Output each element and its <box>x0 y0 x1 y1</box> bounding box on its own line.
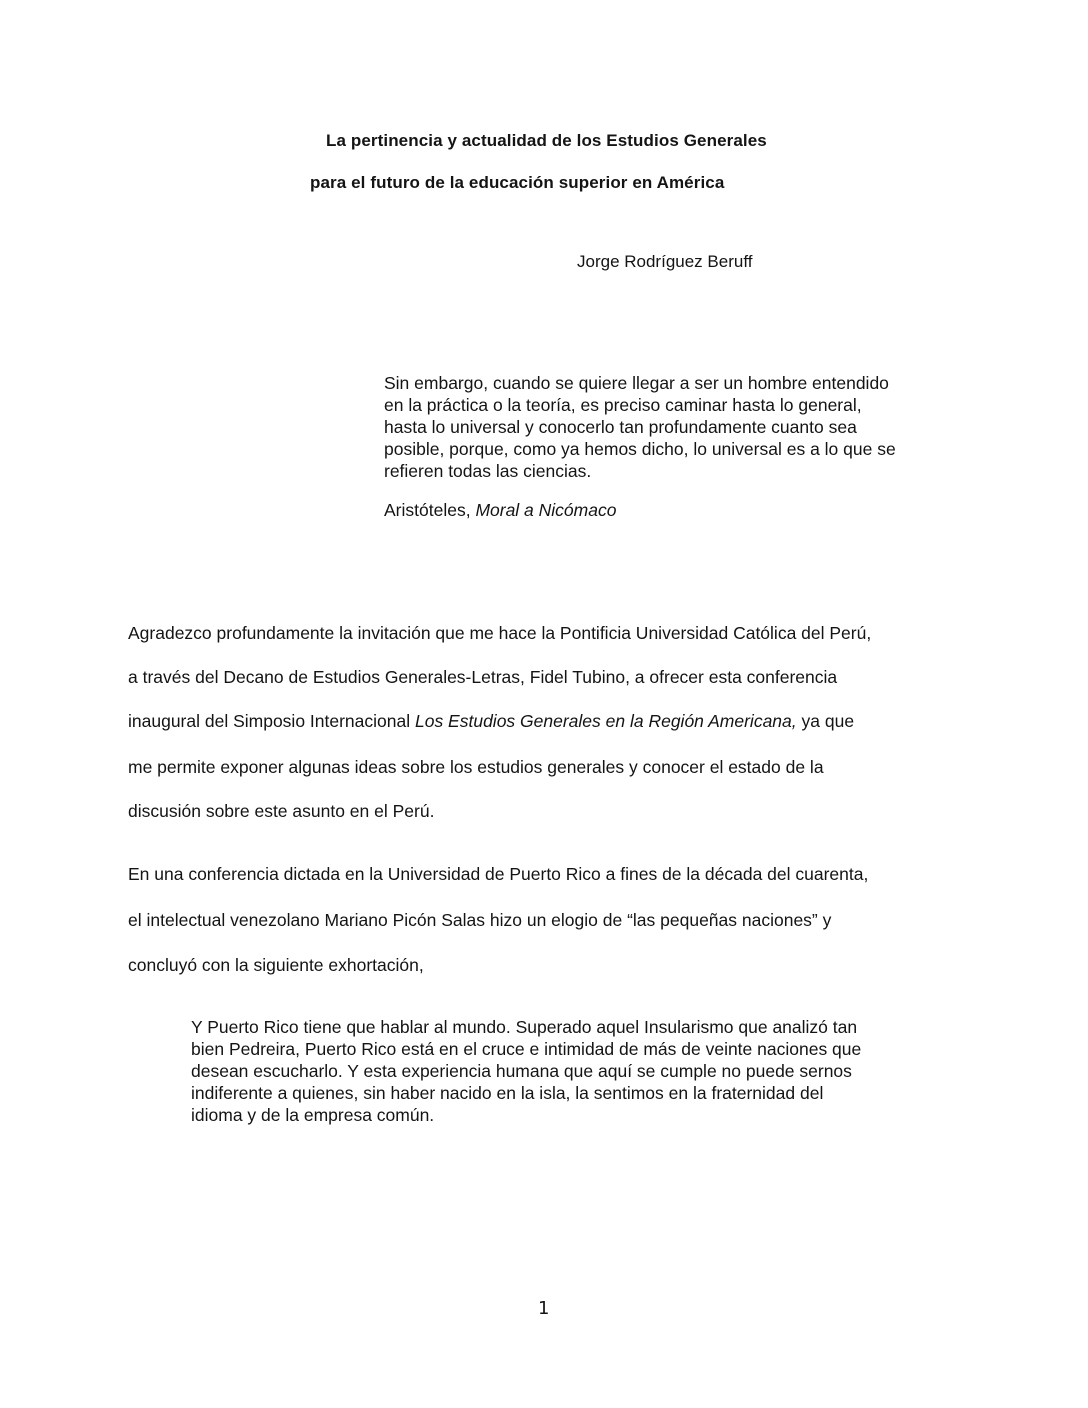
epigraph-line: Sin embargo, cuando se quiere llegar a ser un hombre entendido <box>384 373 889 393</box>
paragraph-2-line: concluyó con la siguiente exhortación, <box>128 955 424 975</box>
attribution-work: Moral a Nicómaco <box>475 500 617 520</box>
attribution-author: Aristóteles, <box>384 500 476 520</box>
paragraph-1-line: me permite exponer algunas ideas sobre los estudios generales y conocer el estado de la <box>128 757 824 777</box>
paragraph-1-line: a través del Decano de Estudios Generales-Letras, Fidel Tubino, a ofrecer esta conferencia <box>128 667 838 687</box>
paragraph-2-line: el intelectual venezolano Mariano Picón Salas hizo un elogio de “las pequeñas naciones” y <box>128 910 832 930</box>
block-quote-line: Y Puerto Rico tiene que hablar al mundo. Superado aquel Insularismo que analizó tan <box>191 1017 858 1037</box>
block-quote-line: idioma y de la empresa común. <box>191 1105 435 1125</box>
epigraph-line: en la práctica o la teoría, es preciso caminar hasta lo general, <box>384 395 862 415</box>
paragraph-1-line: discusión sobre este asunto en el Perú. <box>128 801 435 821</box>
symposium-title: Los Estudios Generales en la Región Americana, <box>414 711 797 731</box>
paragraph-1-line: Agradezco profundamente la invitación que me hace la Pontificia Universidad Católica del Perú, <box>128 623 872 643</box>
epigraph-attribution <box>384 499 616 521</box>
page-number: 1 <box>538 1298 550 1319</box>
paragraph-1-text: inaugural del Simposio Internacional <box>128 711 415 731</box>
block-quote-line: bien Pedreira, Puerto Rico está en el cruce e intimidad de más de veinte naciones que <box>191 1039 862 1059</box>
title-line-1: La pertinencia y actualidad de los Estudios Generales <box>326 131 767 150</box>
block-quote-line: desean escucharlo. Y esta experiencia humana que aquí se cumple no puede sernos <box>191 1061 852 1081</box>
epigraph-line: refieren todas las ciencias. <box>384 461 592 481</box>
block-quote-line: indiferente a quienes, sin haber nacido en la isla, la sentimos en la fraternidad del <box>191 1083 824 1103</box>
title-line-2: para el futuro de la educación superior en América <box>310 173 725 192</box>
epigraph-line: hasta lo universal y conocerlo tan profundamente cuanto sea <box>384 417 857 437</box>
paragraph-1-line <box>128 711 854 732</box>
paragraph-1-text: ya que <box>796 711 855 731</box>
author-name: Jorge Rodríguez Beruff <box>577 252 753 271</box>
epigraph-line: posible, porque, como ya hemos dicho, lo universal es a lo que se <box>384 439 896 459</box>
paragraph-2-line: En una conferencia dictada en la Universidad de Puerto Rico a fines de la década del cuarenta, <box>128 864 869 884</box>
